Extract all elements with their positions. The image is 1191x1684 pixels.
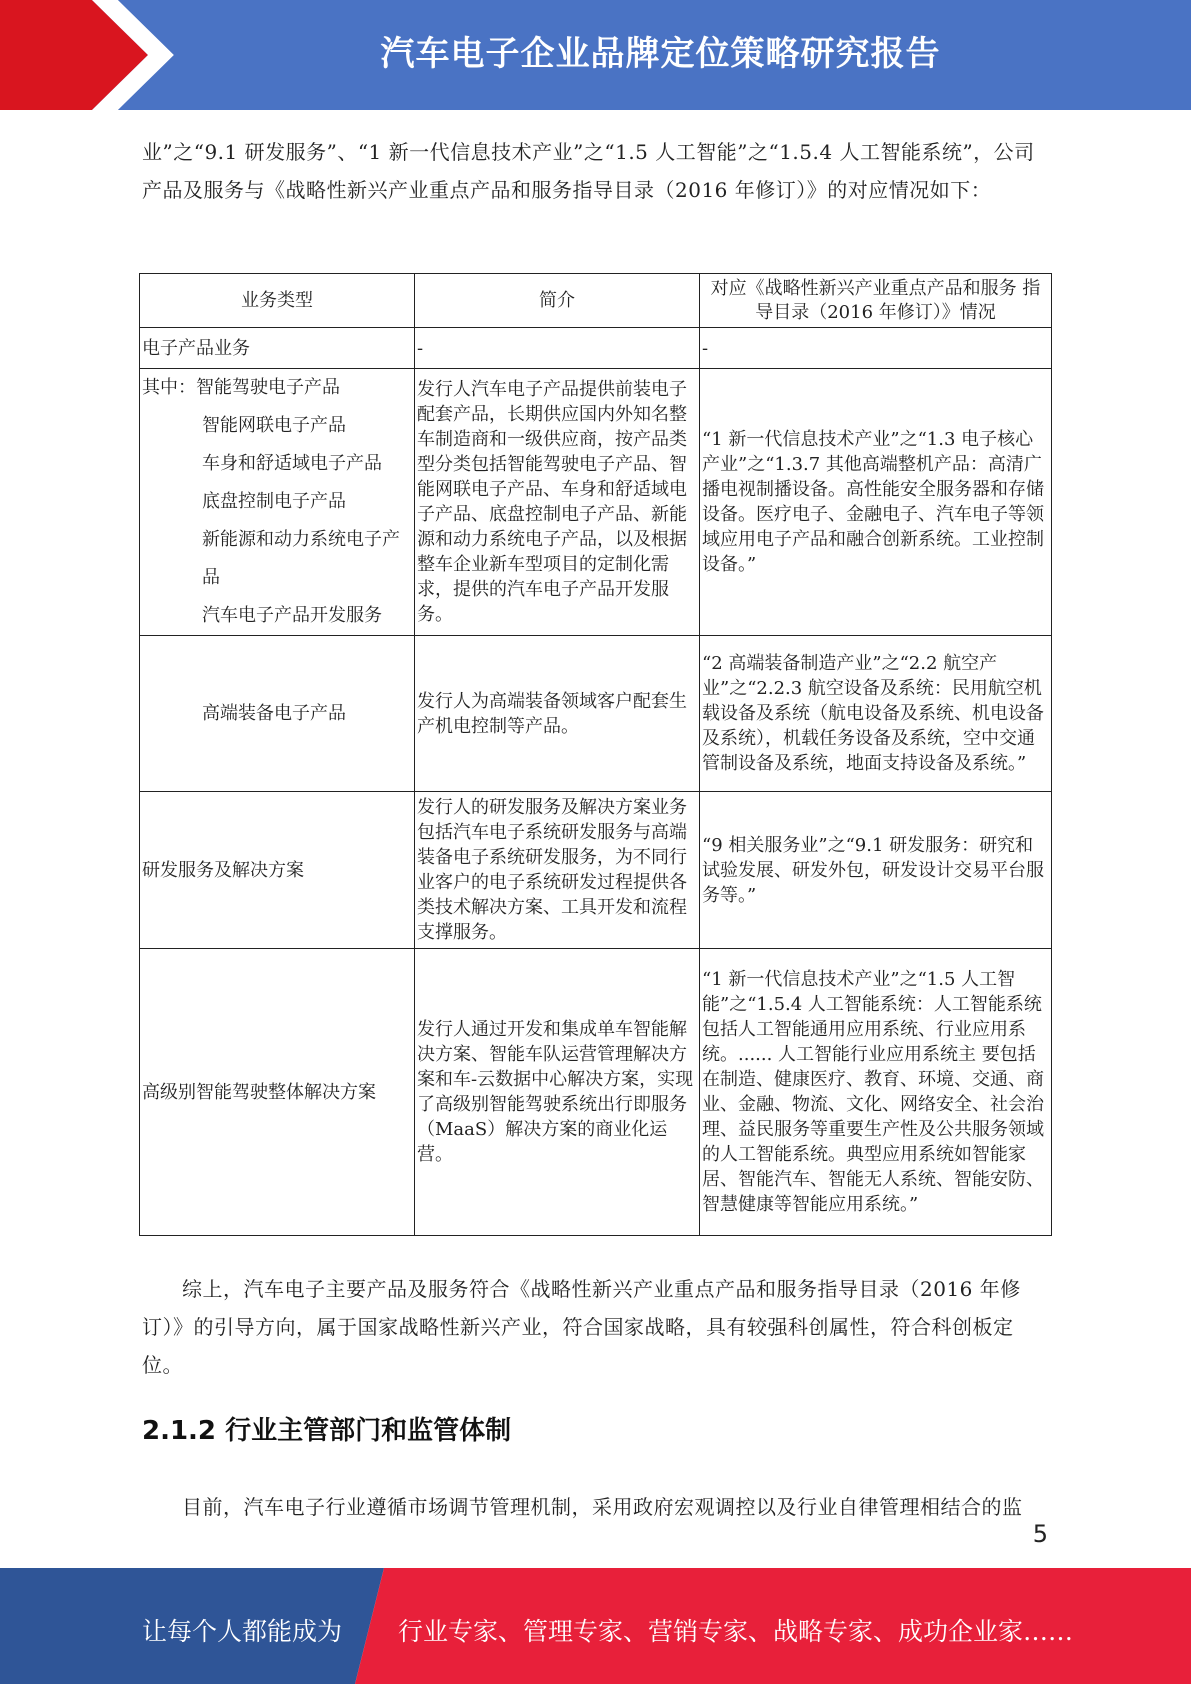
table-row xyxy=(140,636,1052,792)
product-list-item: 车身和舒适域电子产品 xyxy=(202,453,382,474)
intro-paragraph: 业”之“9.1 研发服务”、“1 新一代信息技术产业”之“1.5 人工智能”之“1.5.4 人工智能系统”，公司产品及服务与《战略性新兴产业重点产品和服务指导目录（2016 年修订）》的对应情况如下： xyxy=(142,140,1035,202)
cell-type: 高级别智能驾驶整体解决方案 xyxy=(140,949,415,1236)
summary-paragraph: 综上，汽车电子主要产品及服务符合《战略性新兴产业重点产品和服务指导目录（2016 年修订）》的引导方向，属于国家战略性新兴产业，符合国家战略，具有较强科创属性，符合科创板定位。 xyxy=(142,1277,1021,1377)
product-list-prefix: 其中： xyxy=(142,377,196,398)
product-list-item: 底盘控制电子产品 xyxy=(202,491,346,512)
cell-mapping: “1 新一代信息技术产业”之“1.3 电子核心产业”之“1.3.7 其他高端整机产品：高清广播电视制播设备。高性能安全服务器和存储设备。医疗电子、金融电子、汽车电子等领域应用电子产品和融合创新系统。工业控制设备。” xyxy=(700,369,1052,636)
page-footer xyxy=(0,1568,1191,1684)
product-list-item: 新能源和动力系统电子产品 xyxy=(202,529,400,588)
cell-intro: - xyxy=(415,328,700,369)
product-list-item: 智能网联电子产品 xyxy=(202,415,346,436)
footer-slogan-right: 行业专家、管理专家、营销专家、战略专家、成功企业家…… xyxy=(398,1617,1074,1646)
header-intro: 简介 xyxy=(415,274,700,328)
section-heading: 2.1.2 行业主管部门和监管体制 xyxy=(142,1416,512,1446)
cell-intro: 发行人的研发服务及解决方案业务包括汽车电子系统研发服务与高端装备电子系统研发服务，为不同行业客户的电子系统研发过程提供各类技术解决方案、工具开发和流程支撑服务。 xyxy=(415,792,700,949)
product-mapping-table xyxy=(139,273,1052,1236)
cell-type: 电子产品业务 xyxy=(140,328,415,369)
table-row xyxy=(140,792,1052,949)
header-business-type: 业务类型 xyxy=(140,274,415,328)
cell-mapping: “9 相关服务业”之“9.1 研发服务：研究和试验发展、研发外包，研发设计交易平台服务等。” xyxy=(700,792,1052,949)
product-list-item: 汽车电子产品开发服务 xyxy=(202,605,382,626)
cell-mapping: - xyxy=(700,328,1052,369)
cell-intro: 发行人通过开发和集成单车智能解决方案、智能车队运营管理解决方案和车-云数据中心解决方案，实现了高级别智能驾驶系统出行即服务（MaaS）解决方案的商业化运营。 xyxy=(415,949,700,1236)
table-row xyxy=(140,949,1052,1236)
table-header-row xyxy=(140,274,1052,328)
header-arrow-decoration xyxy=(0,0,230,110)
page-number: 5 xyxy=(1032,1520,1048,1548)
footer-slogan-left: 让每个人都能成为 xyxy=(142,1617,343,1646)
table-row xyxy=(140,328,1052,369)
product-list-item xyxy=(142,369,412,407)
table-row xyxy=(140,369,1052,636)
header-mapping: 对应《战略性新兴产业重点产品和服务 指导目录（2016 年修订）》情况 xyxy=(700,274,1052,328)
cell-mapping: “2 高端装备制造产业”之“2.2 航空产业”之“2.2.3 航空设备及系统：民用航空机载设备及系统（航电设备及系统、机电设备及系统），机载任务设备及系统，空中交通管制设备及系统，地面支持设备及系统。” xyxy=(700,636,1052,792)
cell-mapping: “1 新一代信息技术产业”之“1.5 人工智能”之“1.5.4 人工智能系统：人工智能系统包括人工智能通用应用系统、行业应用系统。...... 人工智能行业应用系统主 要包括在制造、健康医疗、教育、环境、交通、商业、金融、物流、文化、网络安全、社会治理、益民服务等重要生产性及公共服务领域的人工智能系统。典型应用系统如智能家居、智能汽车、智能无人系统、智能安防、智慧健康等智能应用系统。” xyxy=(700,949,1052,1236)
page-header xyxy=(0,0,1191,110)
cell-type: 研发服务及解决方案 xyxy=(140,792,415,949)
cell-type: 高端装备电子产品 xyxy=(140,636,415,792)
product-item: 智能驾驶电子产品 xyxy=(196,377,340,398)
cell-intro: 发行人汽车电子产品提供前装电子配套产品，长期供应国内外知名整车制造商和一级供应商，按产品类型分类包括智能驾驶电子产品、智能网联电子产品、车身和舒适域电子产品、底盘控制电子产品、新能源和动力系统电子产品，以及根据整车企业新车型项目的定制化需求，提供的汽车电子产品开发服务。 xyxy=(415,369,700,636)
cell-intro: 发行人为高端装备领域客户配套生产机电控制等产品。 xyxy=(415,636,700,792)
closing-paragraph: 目前，汽车电子行业遵循市场调节管理机制，采用政府宏观调控以及行业自律管理相结合的监 xyxy=(182,1495,1023,1519)
report-title: 汽车电子企业品牌定位策略研究报告 xyxy=(380,34,941,74)
cell-type-list xyxy=(140,369,415,636)
